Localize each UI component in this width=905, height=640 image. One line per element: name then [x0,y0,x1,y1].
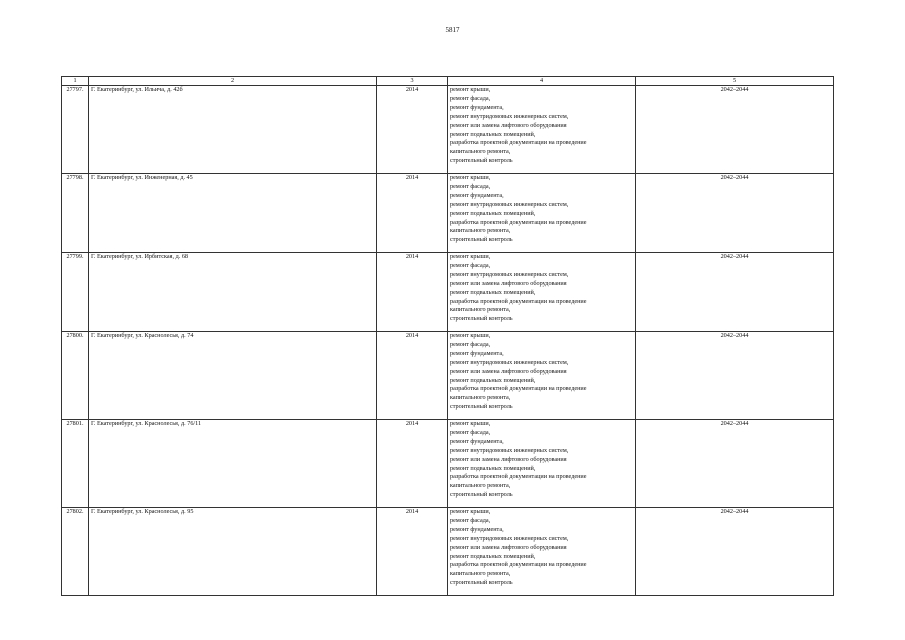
work-item: строительный контроль [450,157,513,165]
table-body [62,86,834,596]
row-number-cell: 27800. [62,332,89,420]
work-item: ремонт фасада, [450,261,491,269]
work-item: строительный контроль [450,403,513,411]
table-row [62,86,834,174]
year-cell: 2014 [377,86,448,174]
work-item: ремонт подвальных помещений, [450,552,536,560]
row-number-cell: 27802. [62,508,89,596]
table-row [62,420,834,508]
work-item: разработка проектной документации на проведение [450,385,587,393]
work-item: ремонт внутридомовых инженерных систем, [450,358,569,366]
row-number-cell: 27798. [62,174,89,253]
work-item: разработка проектной документации на проведение [450,473,587,481]
year-cell: 2014 [377,420,448,508]
work-item: ремонт или замена лифтового оборудования [450,455,567,463]
works-list-cell [448,420,636,508]
work-item: ремонт фасада, [450,340,491,348]
work-item: ремонт фундамента, [450,191,504,199]
table-row [62,174,834,253]
work-item: ремонт или замена лифтового оборудования [450,279,567,287]
period-cell: 2042–2044 [636,86,834,174]
work-item: ремонт фундамента, [450,437,504,445]
row-number-cell: 27801. [62,420,89,508]
column-header-1: 1 [62,77,89,86]
work-item: ремонт внутридомовых инженерных систем, [450,534,569,542]
work-item: ремонт крыши, [450,86,491,93]
work-item: ремонт подвальных помещений, [450,130,536,138]
period-cell: 2042–2044 [636,420,834,508]
period-cell: 2042–2044 [636,174,834,253]
work-item: капитального ремонта, [450,227,511,235]
work-item: ремонт крыши, [450,174,491,181]
work-item: строительный контроль [450,579,513,587]
table-row [62,508,834,596]
work-item: ремонт фасада, [450,516,491,524]
year-cell: 2014 [377,174,448,253]
work-item: ремонт подвальных помещений, [450,376,536,384]
capital-repair-table [61,76,834,596]
work-item: разработка проектной документации на проведение [450,297,587,305]
address-cell: Г. Екатеринбург, ул. Краснолесья, д. 95 [89,508,377,596]
work-item: ремонт внутридомовых инженерных систем, [450,446,569,454]
page-number: 5817 [445,26,460,34]
work-item: ремонт или замена лифтового оборудования [450,367,567,375]
year-cell: 2014 [377,253,448,332]
table-row [62,332,834,420]
work-item: ремонт подвальных помещений, [450,209,536,217]
work-item: ремонт внутридомовых инженерных систем, [450,200,569,208]
work-item: ремонт крыши, [450,420,491,427]
works-list-cell [448,86,636,174]
row-number-cell: 27799. [62,253,89,332]
row-number-cell: 27797. [62,86,89,174]
work-item: ремонт подвальных помещений, [450,464,536,472]
year-cell: 2014 [377,332,448,420]
work-item: капитального ремонта, [450,306,511,314]
work-item: разработка проектной документации на проведение [450,561,587,569]
address-cell: Г. Екатеринбург, ул. Ильича, д. 42б [89,86,377,174]
column-header-5: 5 [636,77,834,86]
work-item: строительный контроль [450,315,513,323]
column-header-2: 2 [89,77,377,86]
period-cell: 2042–2044 [636,253,834,332]
work-item: ремонт или замена лифтового оборудования [450,121,567,129]
work-item: ремонт фундамента, [450,525,504,533]
work-item: ремонт фундамента, [450,349,504,357]
column-number-row [62,77,834,86]
work-item: ремонт фасада, [450,94,491,102]
table-row [62,253,834,332]
work-item: ремонт подвальных помещений, [450,288,536,296]
work-item: строительный контроль [450,236,513,244]
address-cell: Г. Екатеринбург, ул. Краснолесья, д. 74 [89,332,377,420]
year-cell: 2014 [377,508,448,596]
address-cell: Г. Екатеринбург, ул. Инженерная, д. 45 [89,174,377,253]
address-cell: Г. Екатеринбург, ул. Ирбитская, д. 68 [89,253,377,332]
work-item: ремонт фундамента, [450,103,504,111]
work-item: капитального ремонта, [450,394,511,402]
work-item: ремонт крыши, [450,508,491,515]
work-item: ремонт фасада, [450,428,491,436]
work-item: ремонт или замена лифтового оборудования [450,543,567,551]
works-list-cell [448,253,636,332]
work-item: разработка проектной документации на проведение [450,218,587,226]
work-item: ремонт крыши, [450,253,491,260]
works-list-cell [448,332,636,420]
work-item: капитального ремонта, [450,148,511,156]
work-item: капитального ремонта, [450,482,511,490]
period-cell: 2042–2044 [636,332,834,420]
work-item: строительный контроль [450,491,513,499]
period-cell: 2042–2044 [636,508,834,596]
work-item: ремонт внутридомовых инженерных систем, [450,270,569,278]
column-header-3: 3 [377,77,448,86]
work-item: ремонт крыши, [450,332,491,339]
works-list-cell [448,174,636,253]
work-item: ремонт внутридомовых инженерных систем, [450,112,569,120]
address-cell: Г. Екатеринбург, ул. Краснолесья, д. 76/11 [89,420,377,508]
work-item: ремонт фасада, [450,182,491,190]
works-list-cell [448,508,636,596]
column-header-4: 4 [448,77,636,86]
work-item: капитального ремонта, [450,570,511,578]
work-item: разработка проектной документации на проведение [450,139,587,147]
